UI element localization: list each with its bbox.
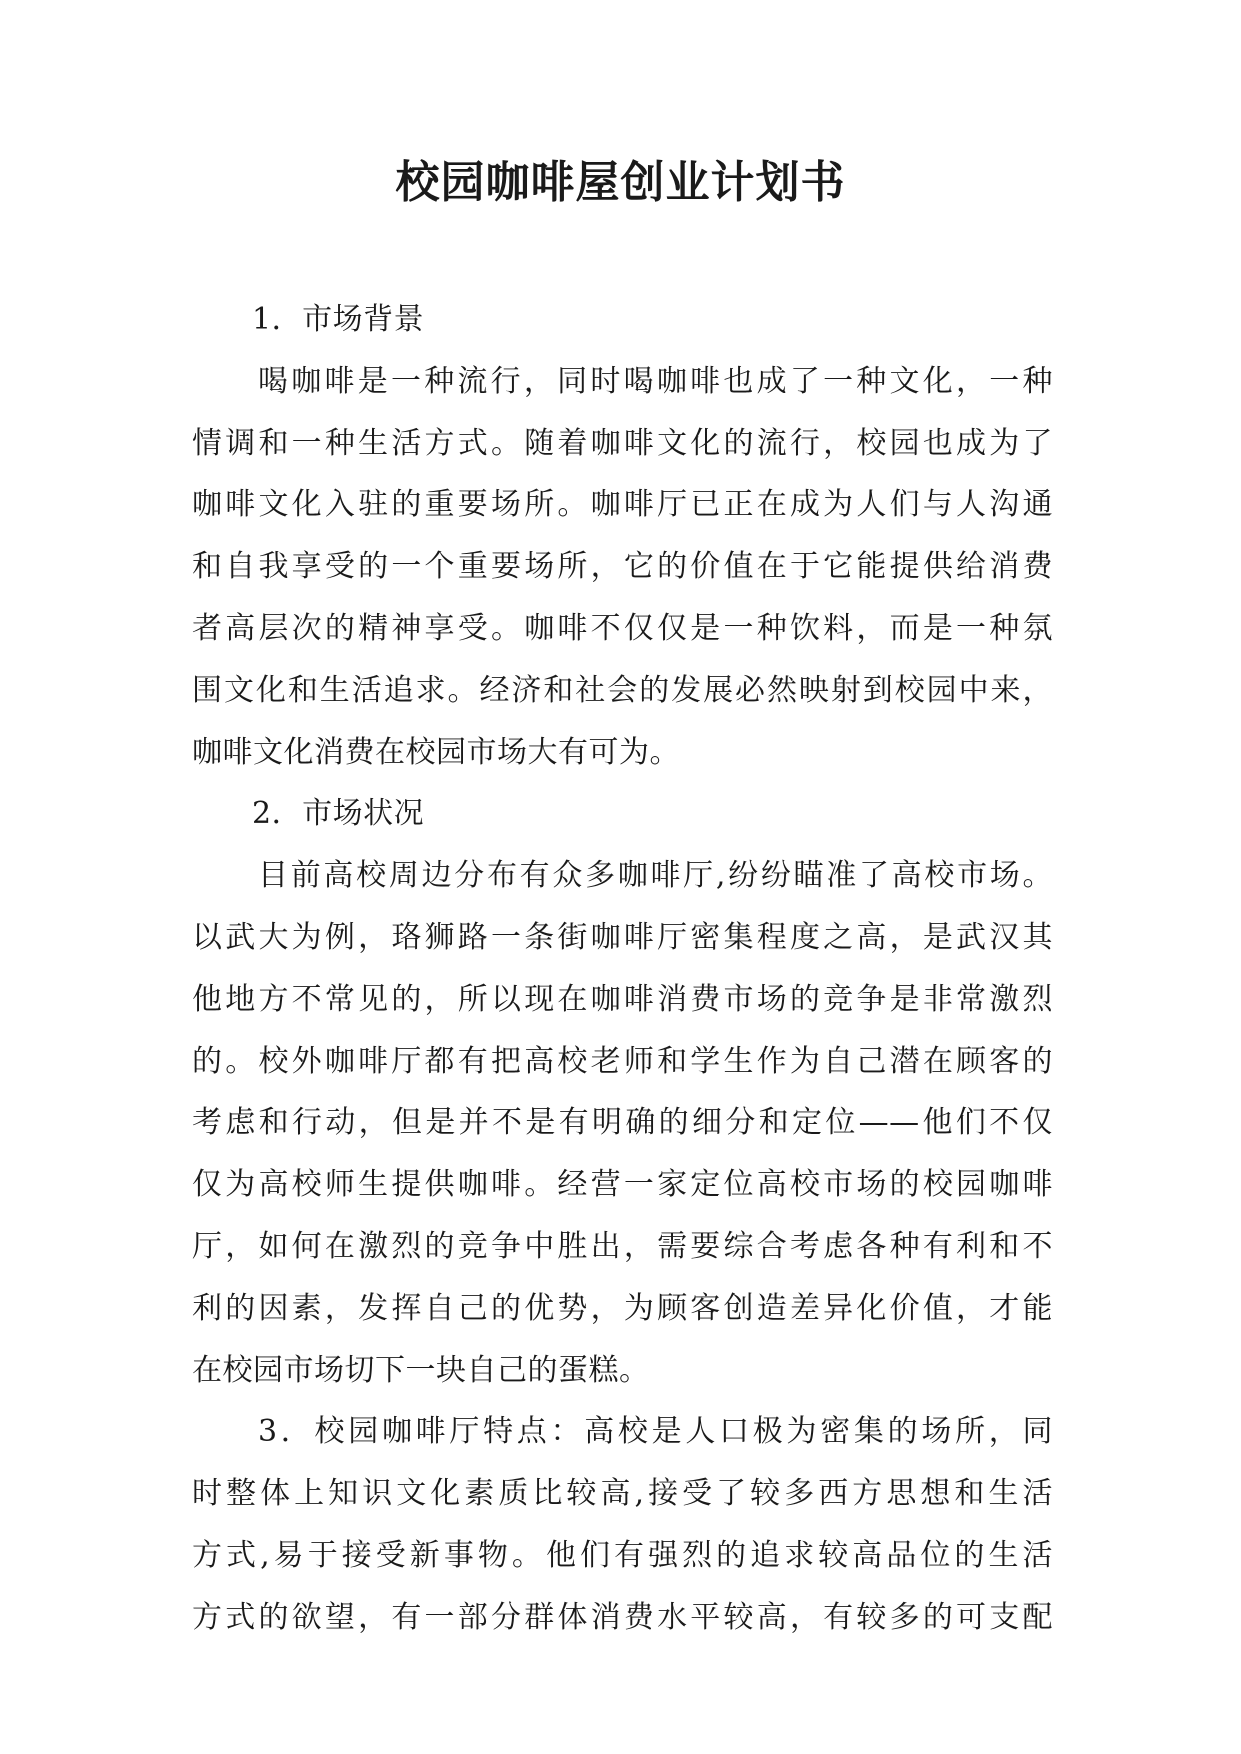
document-body [192,289,1053,1649]
paragraph-line: 和自我享受的一个重要场所，它的价值在于它能提供给消费 [192,549,1053,585]
paragraph-line: 时整体上知识文化素质比较高,接受了较多西方思想和生活 [192,1476,1053,1512]
section-heading-campus-cafe-features: 3．校园咖啡厅特点：高校是人口极为密集的场所，同 [258,1414,1053,1450]
paragraph-line: 目前高校周边分布有众多咖啡厅,纷纷瞄准了高校市场。 [258,858,1053,894]
paragraph-line: 喝咖啡是一种流行，同时喝咖啡也成了一种文化，一种 [258,363,1053,399]
paragraph-line: 方式,易于接受新事物。他们有强烈的追求较高品位的生活 [192,1537,1053,1573]
paragraph-line: 考虑和行动，但是并不是有明确的细分和定位——他们不仅 [192,1105,1053,1141]
paragraph-line: 厅，如何在激烈的竞争中胜出，需要综合考虑各种有利和不 [192,1228,1053,1264]
section-heading-market-status: 2．市场状况 [252,796,425,832]
paragraph-line: 情调和一种生活方式。随着咖啡文化的流行，校园也成为了 [192,425,1053,461]
paragraph-line: 仅为高校师生提供咖啡。经营一家定位高校市场的校园咖啡 [192,1167,1053,1203]
paragraph-line: 咖啡文化消费在校园市场大有可为。 [192,734,680,770]
paragraph-line: 咖啡文化入驻的重要场所。咖啡厅已正在成为人们与人沟通 [192,487,1053,523]
paragraph-line: 以武大为例，珞狮路一条街咖啡厅密集程度之高，是武汉其 [192,919,1053,955]
paragraph-line: 者高层次的精神享受。咖啡不仅仅是一种饮料，而是一种氛 [192,610,1053,646]
paragraph-line: 在校园市场切下一块自己的蛋糕。 [192,1352,650,1388]
paragraph-line: 方式的欲望，有一部分群体消费水平较高，有较多的可支配 [192,1599,1053,1635]
paragraph-line: 的。校外咖啡厅都有把高校老师和学生作为自己潜在顾客的 [192,1043,1053,1079]
paragraph-line: 围文化和生活追求。经济和社会的发展必然映射到校园中来， [192,672,1053,708]
paragraph-line: 利的因素，发挥自己的优势，为顾客创造差异化价值，才能 [192,1290,1053,1326]
paragraph-line: 他地方不常见的，所以现在咖啡消费市场的竞争是非常激烈 [192,981,1053,1017]
section-heading-market-background: 1．市场背景 [252,302,425,337]
document-title: 校园咖啡屋创业计划书 [395,157,846,208]
